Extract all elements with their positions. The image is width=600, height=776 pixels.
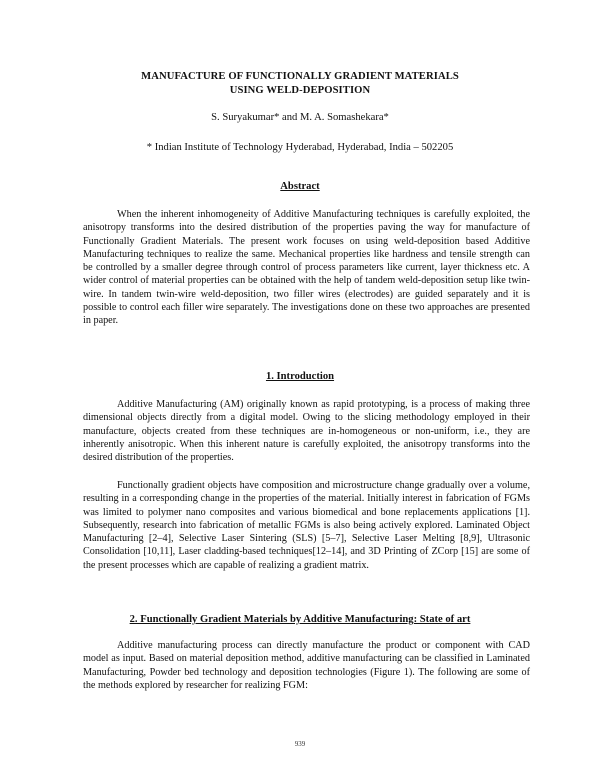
paper-authors: S. Suryakumar* and M. A. Somashekara* <box>211 112 389 123</box>
paper-affiliation: * Indian Institute of Technology Hyderabad, Hyderabad, India – 502205 <box>146 142 454 153</box>
page-number: 939 <box>294 740 306 748</box>
section-2-paragraph-1: Additive manufacturing process can directly manufacture the product or component with CAD model as input. Based on material deposition method, additive manufacturing can be classified in Laminated Manufacturing, Powder bed technology and deposition technologies (Figure 1). The following are some of the methods explored by researcher for realizing FGM: <box>83 640 530 691</box>
abstract-heading: Abstract <box>280 181 320 192</box>
section-1-heading: 1. Introduction <box>265 371 335 382</box>
section-1-paragraph-1: Additive Manufacturing (AM) originally known as rapid prototyping, is a process of making three dimensional objects directly from a digital model. Owing to the slicing methodology employed in their manufacture, objects created from these techniques are in-homogeneous or non-uniform, i.e., they are inherently anisotropic. When this inherent nature is carefully exploited, the anisotropy transforms into the desired distribution of the properties. <box>83 399 530 464</box>
paper-title-line-2: USING WELD-DEPOSITION <box>229 85 371 96</box>
section-2-heading: 2. Functionally Gradient Materials by Additive Manufacturing: State of art <box>129 614 471 625</box>
section-1-paragraph-2: Functionally gradient objects have composition and microstructure change gradually over a volume, resulting in a corresponding change in the properties of the material. Initially interest in fabrication of FGMs was limited to polymer nano composites and various biomedical and bone replacements applications [1]. Subsequently, research into fabrication of metallic FGMs is also being actively explored. Laminated Object Manufacturing [2–4], Selective Laser Sintering (SLS) [5–7], Selective Laser Melting [8,9], Ultrasonic Consolidation [10,11], Laser cladding-based techniques[12–14], and 3D Printing of ZCorp [15] are some of the present processes which are capable of realizing a gradient matrix. <box>83 480 530 571</box>
paper-title <box>0 70 600 98</box>
paper-title-line-1: MANUFACTURE OF FUNCTIONALLY GRADIENT MATERIALS <box>141 71 459 82</box>
abstract-paragraph: When the inherent inhomogeneity of Additive Manufacturing techniques is carefully exploited, the anisotropy transforms into the desired distribution of the properties paving the way for manufacture of Functionally Gradient Materials. The present work focuses on using weld-deposition based Additive Manufacturing techniques to realize the same. Mechanical properties like hardness and tensile strength can be controlled by a smaller degree through control of process parameters like current, layer thickness etc. A wider control of material properties can be obtained with the help of tandem weld-deposition setup like twin-wire. In tandem twin-wire weld-deposition, two filler wires (electrodes) are guided separately and it is possible to control each filler wire separately. The investigations done on these two approaches are presented in paper. <box>83 209 530 327</box>
